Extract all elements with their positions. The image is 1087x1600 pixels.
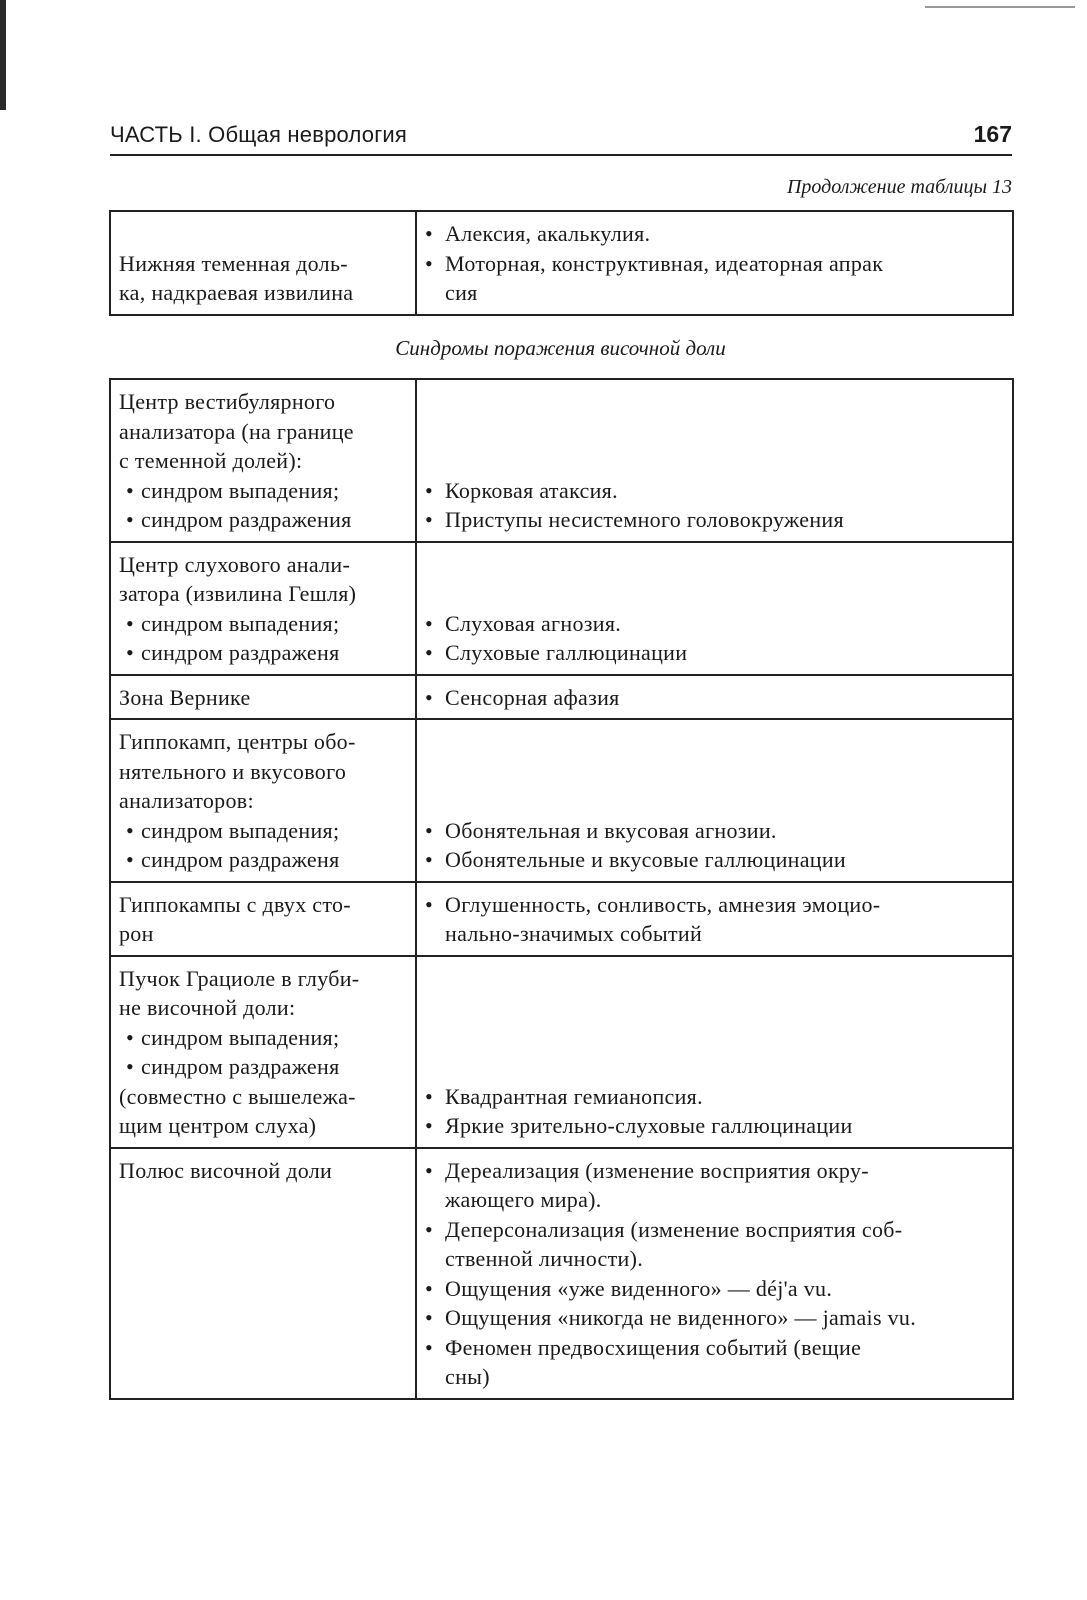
symptoms-cell (416, 956, 1013, 1148)
location-cell (110, 719, 416, 882)
symptom-item (425, 845, 1006, 875)
bullet-icon: • (125, 507, 134, 532)
location-line: нятельного и вкусового (119, 758, 347, 784)
bullet-icon: • (425, 847, 434, 872)
symptom-text: Слуховые галлюцинации (445, 640, 688, 665)
page-number: 167 (973, 121, 1012, 147)
bullet-icon: • (425, 1157, 434, 1183)
symptom-text: Алексия, акалькулия. (445, 221, 651, 246)
sub-item (119, 1023, 409, 1053)
symptom-item (425, 1082, 1006, 1112)
bullet-icon: • (425, 610, 434, 636)
sub-item (119, 1052, 409, 1082)
table-parietal-continuation (109, 210, 1014, 316)
table-temporal-lobe-syndromes (109, 378, 1014, 1400)
symptoms-cell (416, 1148, 1013, 1399)
bullet-icon: • (425, 1334, 434, 1360)
symptom-item (425, 890, 1006, 920)
location-line: Гиппокамп, центры обо- (119, 729, 356, 754)
table-row (110, 719, 1013, 882)
symptom-text: Ощущения «никогда не виденного» — jamais vu. (445, 1305, 917, 1330)
bullet-icon: • (425, 1113, 434, 1138)
symptom-text: Дереализация (изменение восприятия окру- (445, 1157, 869, 1183)
location-line: Центр слухового анали- (119, 551, 351, 577)
sub-item-text: синдром раздражения (141, 507, 352, 532)
running-title: ЧАСТЬ I. Общая неврология (110, 122, 408, 147)
symptom-text: Обонятельная и вкусовая агнозии. (445, 817, 777, 843)
table-row (110, 675, 1013, 720)
symptom-text: Деперсонализация (изменение восприятия соб- (445, 1216, 903, 1242)
bullet-icon: • (425, 640, 434, 665)
scan-edge-mark (0, 0, 6, 110)
sub-item (119, 476, 409, 506)
running-header (110, 118, 1012, 156)
symptom-text: Корковая атаксия. (445, 477, 618, 503)
symptom-text: Моторная, конструктивная, идеаторная апрак (445, 250, 884, 276)
sub-item (119, 845, 409, 875)
bullet-icon: • (425, 250, 434, 276)
symptom-text: Ощущения «уже виденного» — déj'a vu. (445, 1275, 833, 1301)
location-line: Центр вестибулярного (119, 389, 336, 414)
symptoms-cell (416, 379, 1013, 542)
location-cell (110, 211, 416, 315)
symptoms-cell (416, 542, 1013, 675)
symptom-item (425, 219, 1006, 249)
bullet-icon: • (425, 477, 434, 503)
sub-item-text: синдром выпадения; (141, 817, 340, 843)
sub-item-text: синдром выпадения; (141, 610, 340, 636)
location-line: Гиппокампы с двух сто- (119, 891, 351, 917)
symptom-text: Сенсорная афазия (445, 684, 620, 710)
table-row (110, 1148, 1013, 1399)
location-line: Пучок Грациоле в глуби- (119, 965, 360, 991)
location-line: с теменной долей): (119, 448, 303, 473)
location-line: затора (извилина Гешля) (119, 581, 357, 606)
symptom-item (425, 816, 1006, 846)
location-line: Полюс височной доли (119, 1157, 333, 1183)
sub-item (119, 609, 409, 639)
bullet-icon: • (125, 610, 134, 636)
table-main-body (110, 379, 1013, 1399)
scan-top-rule (925, 6, 1075, 8)
bullet-icon: • (425, 891, 434, 917)
symptoms-cell (416, 675, 1013, 720)
symptom-continuation: ственной личности). (445, 1246, 644, 1271)
symptom-item (425, 1303, 1006, 1333)
sub-item-text: синдром выпадения; (141, 1024, 340, 1050)
symptom-text: Приступы несистемного головокружения (445, 507, 844, 532)
symptom-item (425, 1156, 1006, 1186)
bullet-icon: • (425, 507, 434, 532)
symptom-text: Оглушенность, сонливость, амнезия эмоцио- (445, 891, 881, 917)
symptom-item (425, 505, 1006, 535)
table-row (110, 379, 1013, 542)
sub-item (119, 816, 409, 846)
symptom-item (425, 476, 1006, 506)
table-row (110, 542, 1013, 675)
location-line: анализаторов: (119, 788, 254, 813)
location-line: щим центром слуха) (119, 1113, 317, 1138)
symptom-continuation: жающего мира). (445, 1187, 602, 1212)
bullet-icon: • (425, 1275, 434, 1301)
symptoms-cell (416, 211, 1013, 315)
table-row (110, 956, 1013, 1148)
symptom-item (425, 638, 1006, 668)
location-cell (110, 956, 416, 1148)
location-cell (110, 379, 416, 542)
table-row (110, 882, 1013, 956)
bullet-icon: • (425, 1305, 434, 1330)
bullet-icon: • (425, 817, 434, 843)
bullet-icon: • (425, 221, 434, 246)
section-heading: Синдромы поражения височной доли (395, 336, 726, 360)
sub-item-text: синдром раздраженя (141, 847, 340, 872)
location-line: рон (119, 921, 154, 946)
symptom-item (425, 1111, 1006, 1141)
symptom-continuation: нально-значимых событий (445, 921, 703, 946)
symptom-continuation: сны) (445, 1364, 490, 1389)
bullet-icon: • (125, 847, 134, 872)
sub-item-text: синдром выпадения; (141, 477, 340, 503)
symptom-continuation: сия (445, 280, 478, 305)
symptom-text: Феномен предвосхищения событий (вещие (445, 1334, 862, 1360)
symptom-text: Квадрантная гемианопсия. (445, 1083, 703, 1109)
symptom-item (425, 683, 1006, 713)
location-line: ка, надкраевая извилина (119, 280, 354, 305)
table-top-body (110, 211, 1013, 315)
location-line: Нижняя теменная доль- (119, 250, 348, 276)
sub-item-text: синдром раздраженя (141, 640, 340, 665)
sub-item-text: синдром раздраженя (141, 1054, 340, 1079)
bullet-icon: • (425, 1083, 434, 1109)
bullet-icon: • (425, 1216, 434, 1242)
location-cell (110, 1148, 416, 1399)
symptoms-cell (416, 882, 1013, 956)
symptom-text: Слуховая агнозия. (445, 610, 622, 636)
symptom-item (425, 1333, 1006, 1363)
location-cell (110, 542, 416, 675)
symptom-item (425, 1215, 1006, 1245)
bullet-icon: • (425, 684, 434, 710)
location-cell (110, 675, 416, 720)
location-line: Зона Вернике (119, 684, 251, 710)
symptom-text: Яркие зрительно-слуховые галлюцинации (445, 1113, 853, 1138)
symptom-item (425, 249, 1006, 279)
bullet-icon: • (125, 1054, 134, 1079)
sub-item (119, 638, 409, 668)
symptom-text: Обонятельные и вкусовые галлюцинации (445, 847, 846, 872)
table-row (110, 211, 1013, 315)
location-line: не височной доли: (119, 995, 296, 1020)
symptoms-cell (416, 719, 1013, 882)
sub-item (119, 505, 409, 535)
location-line: анализатора (на границе (119, 418, 354, 444)
symptom-item (425, 609, 1006, 639)
bullet-icon: • (125, 640, 134, 665)
symptom-item (425, 1274, 1006, 1304)
location-line: (совместно с вышележа- (119, 1083, 356, 1109)
table-continuation-note: Продолжение таблицы 13 (786, 176, 1012, 198)
bullet-icon: • (125, 477, 134, 503)
location-cell (110, 882, 416, 956)
bullet-icon: • (125, 1024, 134, 1050)
bullet-icon: • (125, 817, 134, 843)
